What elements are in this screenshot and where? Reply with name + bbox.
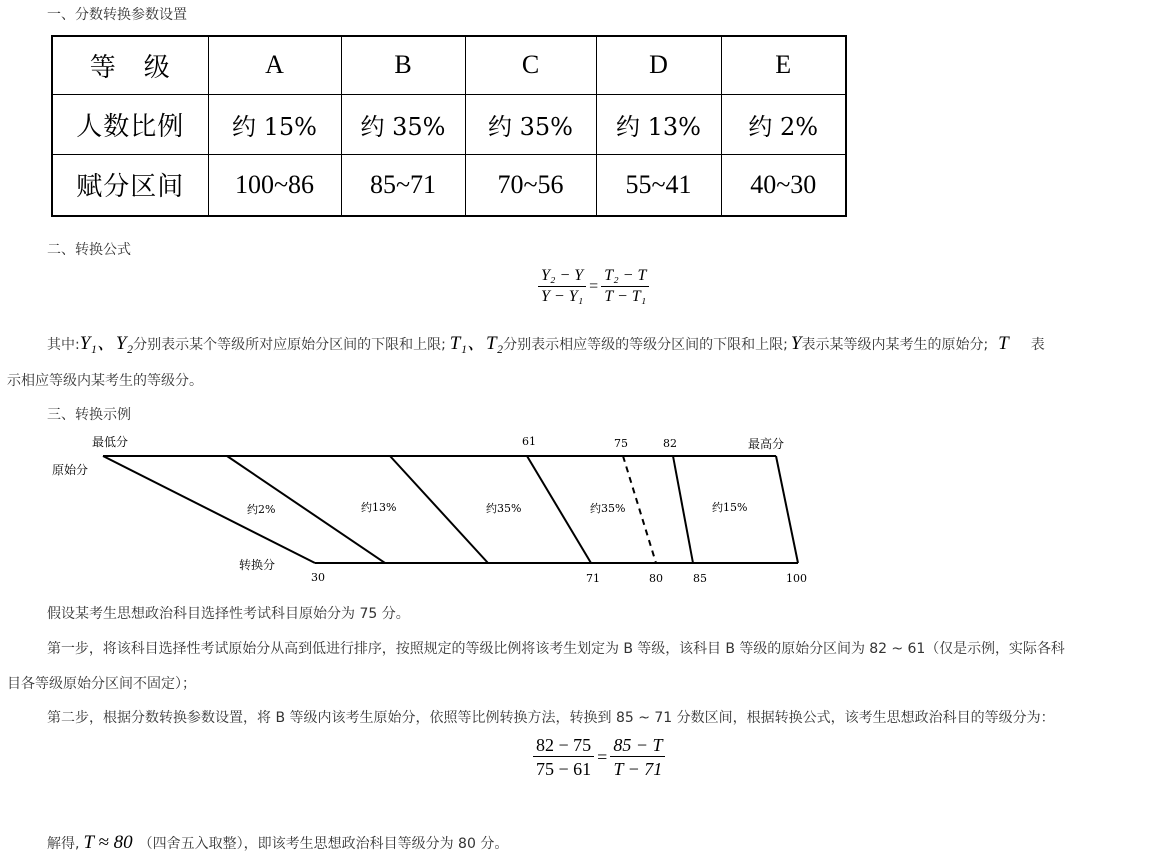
range-cell: 40~30 <box>721 154 846 216</box>
y-bounds-vars: Y₁、Y₂ <box>79 333 134 354</box>
example-left-denominator: 75 − 61 <box>536 759 592 779</box>
grade-cell: D <box>596 36 721 94</box>
range-cell: 70~56 <box>465 154 596 216</box>
boundary-line <box>103 456 315 563</box>
step1-paragraph-line1: 第一步，将该科目选择性考试原始分从高到低进行排序，按照规定的等级比例将该考生划定为 B 等级，该科目 B 等级的原始分区间为 82 ~ 61（仅是示例，实际各科 <box>47 641 1065 657</box>
grade-cell: B <box>341 36 465 94</box>
ratio-cell: 约 15% <box>208 94 341 154</box>
segment-percent-label: 约35% <box>486 502 522 515</box>
grade-cell: A <box>208 36 341 94</box>
example-dashed-line <box>623 456 656 563</box>
boundary-line <box>673 456 693 563</box>
solution-line <box>47 833 508 854</box>
row-label-range: 赋分区间 <box>52 154 208 216</box>
grade-cell: E <box>721 36 846 94</box>
bottom-tick-label: 71 <box>586 572 600 585</box>
t-bounds-vars: T₁、T₂ <box>449 333 504 354</box>
example-formula: $\frac{82 - 75}{75 - 61}$ = $\frac{85 - T}{T - 71}$ <box>533 734 665 781</box>
y-var-desc: 表示某等级内某考生的原始分; <box>801 337 989 353</box>
ratio-cell: 约 2% <box>721 94 846 154</box>
formula-right-denominator: T − T₁ <box>604 288 647 305</box>
bottom-tick-label: 80 <box>649 572 663 585</box>
ratio-cell: 约 35% <box>465 94 596 154</box>
t-var: T <box>998 333 1009 354</box>
section-title-2: 二、转换公式 <box>47 242 131 258</box>
highest-score-label: 最高分 <box>748 437 785 451</box>
grade-cell: C <box>465 36 596 94</box>
explain-line1-end: 表 <box>1030 337 1045 353</box>
explain-prefix: 其中: <box>47 337 80 353</box>
raw-score-label: 原始分 <box>52 463 89 477</box>
range-cell: 100~86 <box>208 154 341 216</box>
section-title-3: 三、转换示例 <box>47 407 131 423</box>
formula-explanation-line1 <box>47 334 1045 355</box>
segment-percent-label: 约35% <box>590 502 626 515</box>
table-row-grade <box>52 36 846 94</box>
example-right-numerator: 85 − T <box>610 734 665 757</box>
table-row-ratio <box>52 94 846 154</box>
example-right-denominator: T − 71 <box>613 759 663 779</box>
ratio-cell: 约 13% <box>596 94 721 154</box>
table-row-range <box>52 154 846 216</box>
row-label-grade: 等 级 <box>52 36 208 94</box>
conversion-formula: $\frac{\text{Y₂ − Y}}{\text{Y − Y₁}}$ = $\frac{\text{T₂ − T}}{\text{T − T₁}}$ <box>538 266 649 307</box>
boundary-line <box>390 456 488 563</box>
solution-prefix: 解得, <box>47 836 80 852</box>
range-cell: 85~71 <box>341 154 465 216</box>
formula-right-numerator: T₂ − T <box>601 266 649 287</box>
lowest-score-label: 最低分 <box>92 435 129 449</box>
formula-left-denominator: Y − Y₁ <box>541 288 584 305</box>
range-cell: 55~41 <box>596 154 721 216</box>
conversion-parameter-table <box>51 35 847 217</box>
step1-paragraph-line2: 目各等级原始分区间不固定）； <box>7 676 196 692</box>
bottom-tick-label: 100 <box>786 572 807 585</box>
boundary-line <box>776 456 798 563</box>
section-title-1: 一、分数转换参数设置 <box>47 7 187 23</box>
top-tick-label: 75 <box>614 437 628 450</box>
top-tick-label: 82 <box>663 437 677 450</box>
step2-paragraph: 第二步，根据分数转换参数设置，将 B 等级内该考生原始分，依照等比例转换方法，转换到 85 ~ 71 分数区间，根据转换公式，该考生思想政治科目的等级分为： <box>47 710 1055 726</box>
t-bounds-desc: 分别表示相应等级的等级分区间的下限和上限; <box>503 337 788 353</box>
bottom-tick-label: 85 <box>693 572 707 585</box>
y-bounds-desc: 分别表示某个等级所对应原始分区间的下限和上限; <box>133 337 446 353</box>
formula-left-numerator: Y₂ − Y <box>538 266 586 287</box>
segment-percent-label: 约2% <box>247 503 276 516</box>
example-left-numerator: 82 − 75 <box>533 734 594 757</box>
assumption-paragraph: 假设某考生思想政治科目选择性考试科目原始分为 75 分。 <box>47 606 410 622</box>
formula-explanation-line2: 示相应等级内某考生的等级分。 <box>7 373 203 389</box>
conversion-example-diagram <box>0 425 840 590</box>
row-label-ratio: 人数比例 <box>52 94 208 154</box>
boundary-line <box>527 456 591 563</box>
y-var: Y <box>790 333 802 354</box>
top-tick-label: 61 <box>522 435 536 448</box>
bottom-tick-label: 30 <box>311 571 325 584</box>
solution-suffix: （四舍五入取整），即该考生思想政治科目等级分为 80 分。 <box>138 836 509 852</box>
segment-percent-label: 约13% <box>361 501 397 514</box>
segment-percent-label: 约15% <box>712 501 748 514</box>
solution-expression: T ≈ 80 <box>83 832 133 853</box>
ratio-cell: 约 35% <box>341 94 465 154</box>
converted-score-label: 转换分 <box>239 558 276 572</box>
